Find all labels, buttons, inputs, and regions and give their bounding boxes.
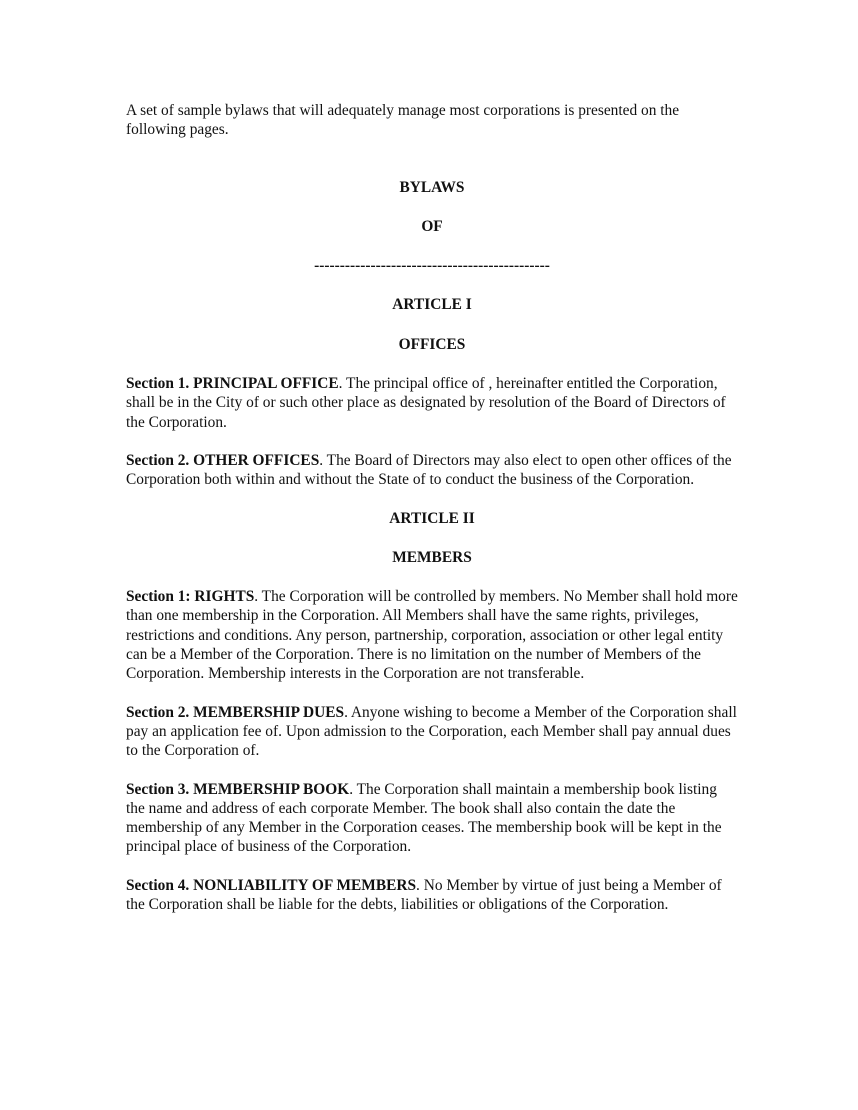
- intro-paragraph: A set of sample bylaws that will adequately manage most corporations is presented on the following pages.: [126, 102, 680, 139]
- section-title: Section 2. MEMBERSHIP DUES: [126, 703, 345, 721]
- section-title: Section 1: RIGHTS: [126, 588, 255, 606]
- section-title: Section 4. NONLIABILITY OF MEMBERS: [126, 876, 417, 894]
- document-page: [126, 101, 738, 914]
- bylaws-of: OF: [421, 217, 443, 235]
- section-text: . Anyone wishing to become a Member of the Corporation shall pay an application fee of. Upon admission to the Corporation, each Member shall pay annual dues to the Corporation of.: [126, 703, 737, 760]
- article-1-section-1: [126, 374, 738, 432]
- section-text: . The Corporation will be controlled by members. No Member shall hold more than one membership in the Corporation. All Members shall have the same rights, privileges, restrictions and conditions. Any person, partnership, corporation, association or other legal entity can be a Member of the Corporation. There is no limitation on the number of Members of the Corporation. Membership interests in the Corporation are not transferable.: [126, 588, 738, 683]
- section-title: Section 2. OTHER OFFICES: [126, 451, 320, 469]
- section-text: . The Board of Directors may also elect to open other offices of the Corporation both within and without the State of to conduct the business of the Corporation.: [126, 451, 732, 489]
- article-1-number: ARTICLE I: [392, 296, 472, 314]
- section-title: Section 1. PRINCIPAL OFFICE: [126, 375, 339, 393]
- section-text: . The Corporation shall maintain a membership book listing the name and address of each corporate Member. The book shall also contain the date the membership of any Member in the Corporation ceases. The membership book will be kept in the principal place of business of the Corporation.: [126, 780, 722, 856]
- article-2-section-3: [126, 780, 738, 857]
- article-2-section-4: [126, 876, 738, 915]
- corporation-name-blank: ----------------------------------------------: [314, 257, 550, 275]
- article-1-title: OFFICES: [398, 335, 466, 353]
- article-2-number: ARTICLE II: [389, 509, 475, 527]
- section-text: . The principal office of , hereinafter entitled the Corporation, shall be in the City of or such other place as designated by resolution of the Board of Directors of the Corporation.: [126, 375, 726, 431]
- bylaws-title: BYLAWS: [399, 178, 465, 196]
- article-2-section-1: [126, 587, 738, 683]
- article-2-section-2: [126, 703, 738, 761]
- article-2-title: MEMBERS: [392, 548, 472, 566]
- section-text: . No Member by virtue of just being a Member of the Corporation shall be liable for the debts, liabilities or obligations of the Corporation.: [126, 876, 722, 914]
- section-title: Section 3. MEMBERSHIP BOOK: [126, 780, 350, 798]
- article-1-section-2: [126, 451, 738, 490]
